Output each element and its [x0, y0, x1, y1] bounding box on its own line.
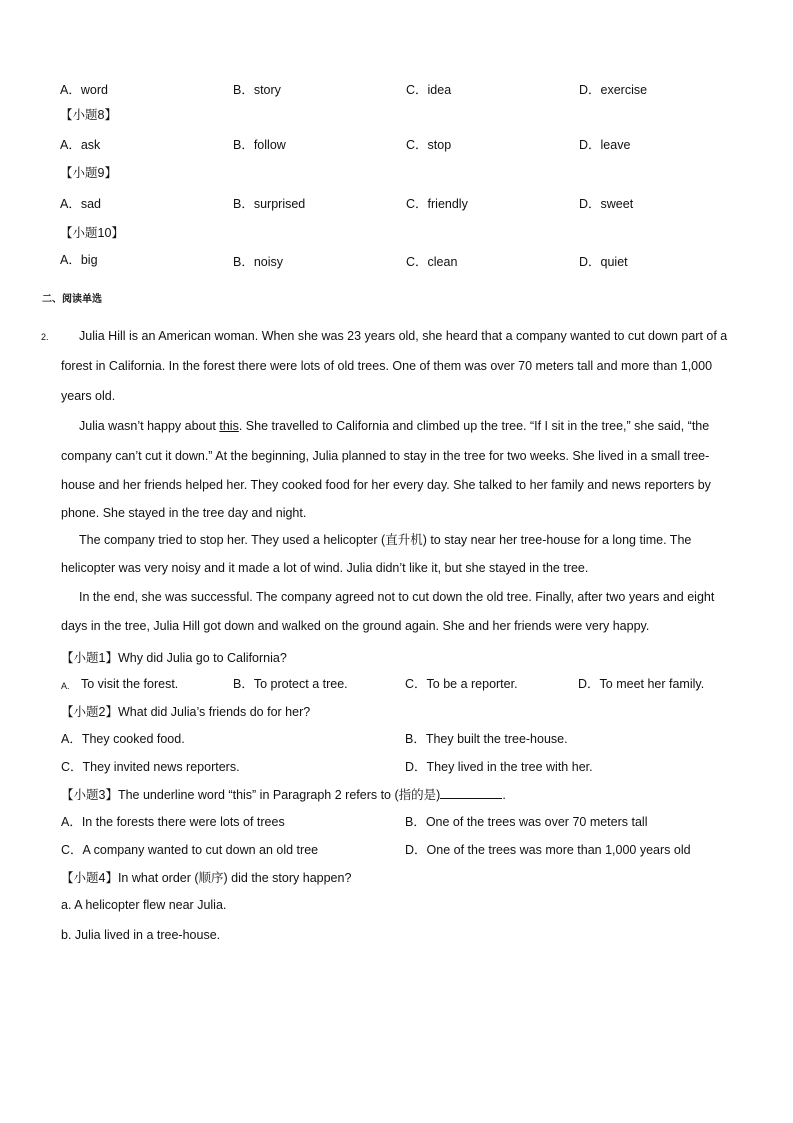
question-number: 2. — [41, 332, 49, 342]
sq1-option-d: D．To meet her family. — [578, 677, 705, 691]
answer-blank — [440, 787, 502, 799]
sq3-option-d: D．One of the trees was more than 1,000 years old — [405, 843, 691, 857]
passage-line-2: forest in California. In the forest there were lots of old trees. One of them was over 70 meters tall and more than 1,000 — [61, 359, 713, 373]
q9-label: 【小题9】 — [60, 166, 117, 180]
sq2-option-c: C．They invited news reporters. — [61, 760, 240, 774]
passage-line-3: years old. — [61, 389, 116, 403]
q10-option-b: B．noisy — [233, 255, 284, 269]
q10-option-d: D．quiet — [579, 255, 628, 269]
sq4-item-a: a. A helicopter flew near Julia. — [61, 898, 227, 912]
sq3-stem: 【小题3】The underline word “this” in Paragraph 2 refers to (指的是) — [61, 788, 441, 802]
sq3-stem-end: . — [502, 788, 506, 802]
sq1-option-b: B．To protect a tree. — [233, 677, 348, 691]
q8-option-d: D．leave — [579, 138, 631, 152]
q9-option-d: D．sweet — [579, 197, 634, 211]
passage-line-5: company can’t cut it down.” At the beginning, Julia planned to stay in the tree for two weeks. She lived in a small tree- — [61, 449, 710, 463]
sq3-option-b: B．One of the trees was over 70 meters tall — [405, 815, 648, 829]
passage-line-8: The company tried to stop her. They used a helicopter (直升机) to stay near her tree-house for a long time. The — [79, 533, 692, 547]
sq1-option-a-letter: A. — [61, 681, 70, 691]
q9-option-c: C．friendly — [406, 197, 468, 211]
passage-line-6: house and her friends helped her. They cooked food for her every day. She talked to her family and news reporters by — [61, 478, 711, 492]
q7-option-a: A．word — [60, 83, 108, 97]
sq3-option-c: C．A company wanted to cut down an old tree — [61, 843, 319, 857]
q8-label: 【小题8】 — [60, 108, 117, 122]
passage-line-4-end: . She travelled to California and climbed up the tree. “If I sit in the tree,” she said, “the — [238, 419, 710, 433]
passage-line-1: Julia Hill is an American woman. When she was 23 years old, she heard that a company wanted to cut down part of a — [79, 329, 728, 343]
section-title: 二、阅读单选 — [42, 294, 102, 305]
sq1-stem: 【小题1】Why did Julia go to California? — [61, 651, 287, 665]
q9-option-b: B．surprised — [233, 197, 306, 211]
q7-option-d: D．exercise — [579, 83, 648, 97]
sq3-stem-line — [61, 787, 506, 803]
q10-option-c: C．clean — [406, 255, 458, 269]
q8-option-c: C．stop — [406, 138, 452, 152]
passage-line-9: helicopter was very noisy and it made a lot of wind. Julia didn’t like it, but she stayed in the tree. — [61, 561, 589, 575]
q10-option-a: A．big — [60, 253, 98, 267]
sq2-stem: 【小题2】What did Julia’s friends do for her? — [61, 705, 311, 719]
q8-option-b: B．follow — [233, 138, 286, 152]
q8-option-a: A．ask — [60, 138, 101, 152]
sq1-option-a: To visit the forest. — [81, 677, 179, 691]
sq2-option-a: A．They cooked food. — [61, 732, 185, 746]
passage-line-11: days in the tree, Julia Hill got down and walked on the ground again. She and her friends were very happy. — [61, 619, 650, 633]
q9-option-a: A．sad — [60, 197, 101, 211]
passage-line-10: In the end, she was successful. The company agreed not to cut down the old tree. Finally, after two years and eight — [79, 590, 715, 604]
passage-line-4 — [79, 418, 709, 434]
q7-option-c: C．idea — [406, 83, 452, 97]
sq4-stem: 【小题4】In what order (顺序) did the story happen? — [61, 871, 352, 885]
underlined-word-this: this — [219, 419, 239, 433]
sq3-option-a: A．In the forests there were lots of trees — [61, 815, 285, 829]
passage-line-7: phone. She stayed in the tree day and night. — [61, 506, 307, 520]
sq4-item-b: b. Julia lived in a tree-house. — [61, 928, 221, 942]
q10-label: 【小题10】 — [60, 226, 124, 240]
q7-option-b: B．story — [233, 83, 281, 97]
passage-line-4-start: Julia wasn’t happy about — [79, 419, 220, 433]
sq2-option-b: B．They built the tree-house. — [405, 732, 568, 746]
sq2-option-d: D．They lived in the tree with her. — [405, 760, 593, 774]
sq1-option-c: C．To be a reporter. — [405, 677, 518, 691]
